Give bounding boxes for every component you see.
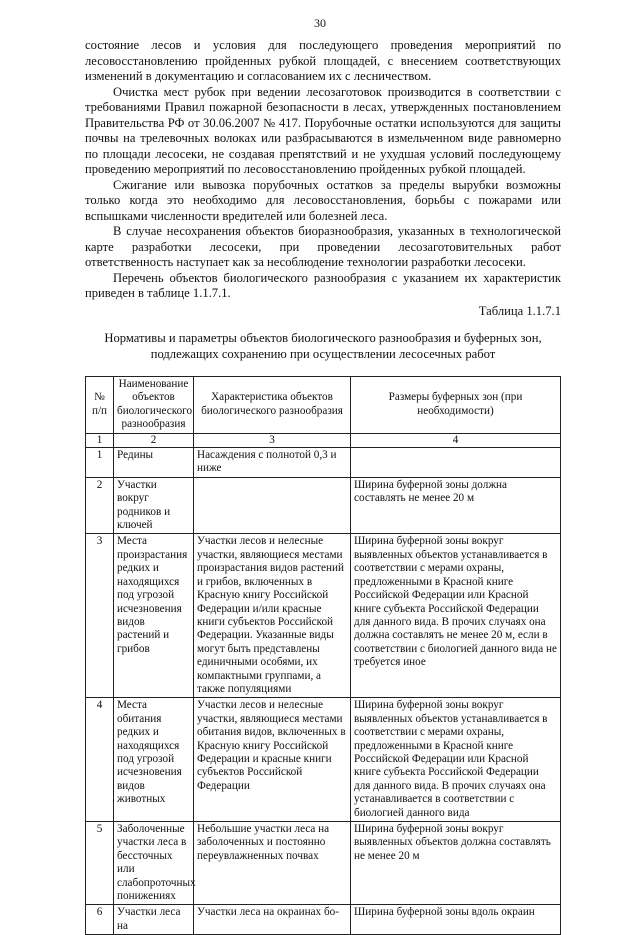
paragraph: состояние лесов и условия для последующего проведения мероприятий по лесовосстановлению пройденных рубкой площадей, с внесением соответствующих изменений в документацию и согласованием их с лесничеством. xyxy=(85,38,561,83)
cell xyxy=(351,448,561,478)
cell: Насаждения с полнотой 0,3 и ниже xyxy=(194,448,351,478)
page-content xyxy=(85,38,561,935)
cell: Ширина буферной зоны должна составлять не менее 20 м xyxy=(351,477,561,534)
header-cell: № п/п xyxy=(86,377,114,434)
table-row xyxy=(86,698,561,822)
paragraph: В случае несохранения объектов биоразнообразия, указанных в технологической карте разработки лесосеки, при проведении лесозаготовительных работ ответственность наступает как за несоблюдение технологии разработки лесосеки. xyxy=(85,224,561,269)
table-header-row xyxy=(86,377,561,434)
table-row xyxy=(86,448,561,478)
index-cell: 2 xyxy=(114,433,194,447)
cell: Ширина буферной зоны вдоль окраин xyxy=(351,905,561,935)
cell: Заболоченные участки леса в бессточных или слабопроточных понижениях xyxy=(114,822,194,905)
table-number: Таблица 1.1.7.1 xyxy=(478,303,561,318)
cell: Участки лесов и нелесные участки, являющиеся местами произрастания видов растений и грибов, включенных в Красную книгу Российской Федерации и/или красные книги субъектов Российской Федерации. Указанные виды могут быть представлены единичными особями, их компактными группами, а также популяциями xyxy=(194,534,351,698)
table-title: Нормативы и параметры объектов биологического разнообразия и буферных зон, подлежащих сохранению при осуществлении лесосечных работ xyxy=(104,331,542,361)
page-number: 30 xyxy=(314,16,326,30)
cell: 6 xyxy=(86,905,114,935)
header-cell: Характеристика объектов биологического разнообразия xyxy=(194,377,351,434)
cell: Участки леса на xyxy=(114,905,194,935)
cell: Места обитания редких и находящихся под угрозой исчезновения видов животных xyxy=(114,698,194,822)
header-cell: Размеры буферных зон (при необходимости) xyxy=(351,377,561,434)
table-row xyxy=(86,534,561,698)
cell: 4 xyxy=(86,698,114,822)
table-index-row xyxy=(86,433,561,447)
biodiversity-table xyxy=(85,376,561,935)
table-row xyxy=(86,822,561,905)
index-cell: 1 xyxy=(86,433,114,447)
cell: Участки лесов и нелесные участки, являющиеся местами обитания видов, включенных в Красную книгу Российской Федерации и красные книги субъектов Российской Федерации xyxy=(194,698,351,822)
cell: Места произрастания редких и находящихся под угрозой исчезновения видов растений и грибов xyxy=(114,534,194,698)
header-cell: Наименование объектов биологического разнообразия xyxy=(114,377,194,434)
cell: Редины xyxy=(114,448,194,478)
paragraph: Очистка мест рубок при ведении лесозаготовок производится в соответствии с требованиями Правил пожарной безопасности в лесах, утвержденных постановлением Правительства РФ от 30.06.2007 № 417. Порубочные остатки используются для защиты почвы на трелевочных волоках или разбрасываются в измельченном виде равномерно по площади лесосеки, не создавая препятствий и не ухудшая условий последующему проведению мероприятий по лесовосстановлению пройденных рубкой площадей. xyxy=(85,84,561,176)
table-row xyxy=(86,477,561,534)
cell: Ширина буферной зоны вокруг выявленных объектов должна составлять не менее 20 м xyxy=(351,822,561,905)
table-row xyxy=(86,905,561,935)
cell: Ширина буферной зоны вокруг выявленных объектов устанавливается в соответствии с мерами охраны, предложенными в Красной книге Российской Федерации или Красной книге субъекта Российской Федерации для данного вида. В прочих случаях она устанавливается в соответствии с биологией данного вида xyxy=(351,698,561,822)
cell: 2 xyxy=(86,477,114,534)
cell: 5 xyxy=(86,822,114,905)
body-text xyxy=(85,38,561,319)
cell: Небольшие участки леса на заболоченных и постоянно переувлажненных почвах xyxy=(194,822,351,905)
paragraph: Сжигание или вывозка порубочных остатков за пределы вырубки возможны только когда это необходимо для лесовосстановления, борьбы с пожарами или вспышками численности вредителей или болезней леса. xyxy=(85,177,561,223)
index-cell: 4 xyxy=(351,433,561,447)
cell: 3 xyxy=(86,534,114,698)
cell xyxy=(194,477,351,534)
cell: 1 xyxy=(86,448,114,478)
cell: Ширина буферной зоны вокруг выявленных объектов устанавливается в соответствии с мерами охраны, предложенными в Красной книге Российской Федерации или Красной книге субъекта Российской Федерации для данного вида. В прочих случаях она должна составлять не менее 20 м, если в соответствии с биологией данного вида не требуется иное xyxy=(351,534,561,698)
index-cell: 3 xyxy=(194,433,351,447)
cell: Участки вокруг родников и ключей xyxy=(114,477,194,534)
paragraph: Перечень объектов биологического разнообразия с указанием их характеристик приведен в таблице 1.1.7.1. xyxy=(85,270,561,300)
cell: Участки леса на окраинах бо- xyxy=(194,905,351,935)
